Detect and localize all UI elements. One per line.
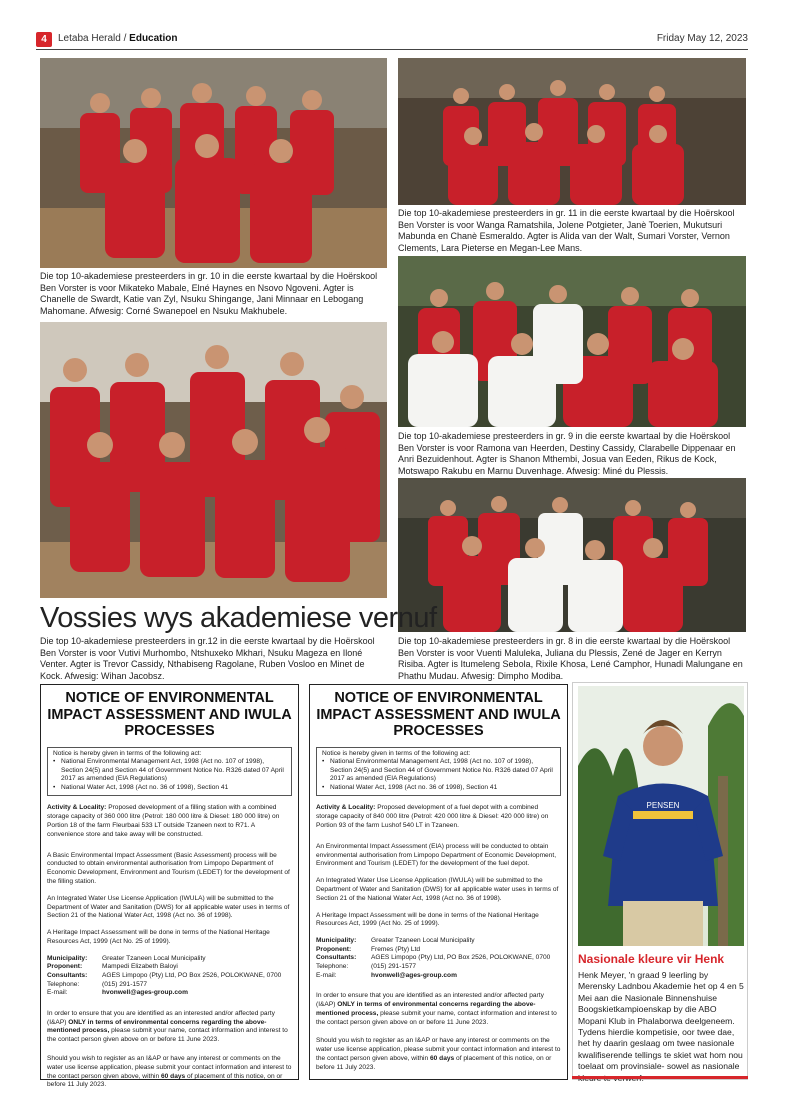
photo-gr12-group bbox=[40, 322, 387, 598]
register-text-pre: Should you wish to register as an I&AP or have any interest or comments on the water use license application, please submit your contact information and interest to the contact person given above, within bbox=[316, 1037, 561, 1062]
proponent-value: Fremes (Pty) Ltd bbox=[371, 945, 421, 953]
photo-gr11-group bbox=[398, 58, 746, 205]
publication-name: Letaba Herald bbox=[58, 33, 121, 44]
notice-act-item: • National Environmental Management Act, 1998 (Act no. 107 of 1998), Section 24(5) and Section 44 of Government Notice No. R326 dated 07 April 2017 as amended (EIA Regulations) bbox=[322, 758, 555, 784]
notice-register bbox=[47, 1055, 292, 1090]
proponent-label: Proponent: bbox=[316, 945, 352, 953]
order-text-pre: In order to ensure that you are identified as an interested and/or affected party (I&AP) bbox=[47, 1009, 275, 1026]
order-text-bold: ONLY in terms of environmental concerns regarding the above-mentioned process, bbox=[316, 1001, 536, 1017]
notice-act-item: • National Water Act, 1998 (Act no. 36 of 1998), Section 41 bbox=[322, 784, 555, 793]
order-text-post: please submit your name, contact information and interest to the contact person given above on or before 11 June 2023. bbox=[316, 1009, 557, 1026]
activity-label: Activity & Locality: bbox=[316, 804, 376, 812]
notice-acts-box bbox=[47, 747, 292, 797]
notice-activity bbox=[316, 804, 561, 830]
telephone-label: Telephone: bbox=[316, 963, 349, 971]
notice-iwula: An Integrated Water Use License Application (IWULA) will be submitted to the Department of Water and Sanitation (DWS) for all applicable water uses in terms of Section 21 of the National Water Act, 1998 (Act no. 36 of 1998). bbox=[47, 894, 290, 920]
issue-date: Friday May 12, 2023 bbox=[656, 33, 748, 44]
notice-heritage: A Heritage Impact Assessment will be done in terms of the National Heritage Resources Act, 1999 (Act No. 25 of 1999). bbox=[316, 911, 539, 928]
notice-acts-box bbox=[316, 747, 561, 797]
caption-gr9: Die top 10-akademiese presteerders in gr. 9 in die eerste kwartaal by die Hoërskool Ben Vorster is voor Ramona van Heerden, Destiny Cassidy, Clarabelle Dippenaar en Anri Bezuidenhout. Agter is Shanon Mthembi, Josua van Eeden, Rikus de Kock, Motswapo Rakubu en Marnu Duvenhage. Afwesig: Miné du Plessis. bbox=[398, 431, 736, 476]
notice-title: NOTICE OF ENVIRONMENTAL IMPACT ASSESSMENT AND IWULA PROCESSES bbox=[47, 690, 292, 739]
municipality-label: Municipality: bbox=[47, 954, 88, 962]
notice-act-item: • National Water Act, 1998 (Act no. 36 of 1998), Section 41 bbox=[53, 784, 286, 793]
municipality-value: Greater Tzaneen Local Municipality bbox=[102, 954, 206, 962]
proponent-value: Mampedi Elizabeth Baloyi bbox=[102, 963, 178, 971]
notice-fuel-depot bbox=[309, 684, 568, 1080]
page-header bbox=[36, 32, 748, 48]
notice-contacts bbox=[47, 955, 281, 998]
sidebar-title: Nasionale kleure vir Henk bbox=[578, 952, 725, 966]
email-link[interactable]: hvonwell@ages-group.com bbox=[102, 989, 188, 997]
shirt-text: PENSEN bbox=[646, 801, 680, 810]
caption-gr10: Die top 10-akademiese presteerders in gr. 10 in die eerste kwartaal by die Hoërskool Ben Vorster is voor Mikateko Mabale, Elné Haynes en Nsovo Ngoveni. Agter is Chanelle de Swardt, Katie van Zyl, Nsuku Shingange, Jani Minnaar en Lebogang Mahomane. Afwesig: Corné Swanepoel en Nsuku Makhubele. bbox=[40, 271, 378, 316]
register-text-bold: 60 days bbox=[161, 1072, 186, 1080]
notice-activity bbox=[47, 804, 292, 839]
caption-gr12: Die top 10-akademiese presteerders in gr.12 in die eerste kwartaal by die Hoërskool Ben Vorster is voor Vutivi Murhombo, Ntshuxeko Mkhari, Nsuku Mageza en Iloné Venter. Agter is Trevor Cassidy, Nthabiseng Ragolane, Ruben Vosloo en Minet de Kock. Afwesig: Wihan Jacobsz. bbox=[40, 636, 375, 681]
order-text-bold: ONLY in terms of environmental concerns regarding the above-mentioned process, bbox=[47, 1018, 267, 1035]
publication-line: Letaba Herald / Education bbox=[58, 33, 178, 44]
page-number: 4 bbox=[36, 32, 52, 47]
caption-gr8: Die top 10-akademiese presteerders in gr. 8 in die eerste kwartaal by die Hoërskool Ben Vorster is voor Vuenti Maluleka, Juliana du Plessis, Zené de Jager en Kerryn Risiba. Agter is Itumeleng Sebola, Rixile Khosa, Lené Camphor, Hunadi Malungane en Phathu Mudau. Afwesig: Dimpho Modiba. bbox=[398, 636, 743, 681]
register-text-bold: 60 days bbox=[430, 1054, 455, 1062]
notice-given-intro: Notice is hereby given in terms of the following act: bbox=[53, 749, 202, 757]
notice-heritage: A Heritage Impact Assessment will be done in terms of the National Heritage Resources Act, 1999 (Act No. 25 of 1999). bbox=[47, 929, 270, 946]
consultants-label: Consultants: bbox=[47, 972, 88, 980]
order-text-pre: In order to ensure that you are identified as an interested and/or affected party (I&AP) bbox=[316, 992, 544, 1008]
header-rule bbox=[36, 49, 748, 50]
section-name: Education bbox=[129, 33, 178, 44]
email-label: E-mail: bbox=[47, 989, 68, 997]
notice-contacts bbox=[316, 937, 550, 980]
notice-act-item: • National Environmental Management Act, 1998 (Act no. 107 of 1998), Section 24(5) and Section 44 of Government Notice No. R326 dated 07 April 2017 as amended (EIA Regulations) bbox=[53, 758, 286, 784]
consultants-value: AGES Limpopo (Pty) Ltd, PO Box 2526, POLOKWANE, 0700 bbox=[371, 954, 551, 962]
notice-filling-station bbox=[40, 684, 299, 1089]
sidebar-accent-bar bbox=[572, 1076, 748, 1079]
article-headline: Vossies wys akademiese vernuf bbox=[40, 602, 437, 634]
telephone-value: (015) 291-1577 bbox=[102, 980, 148, 988]
telephone-label: Telephone: bbox=[47, 980, 80, 988]
caption-gr11: Die top 10-akademiese presteerders in gr. 11 in die eerste kwartaal by die Hoërskool Ben Vorster is voor Wanga Ramatshila, Jolene Potgieter, Janè Toerien, Mukutsuri Mabunda en Chanè Esmeraldo. Agter is Alida van der Walt, Sumari Vorster, Vernon Clements, Lara Pieterse en Megan-Lee Mans. bbox=[398, 208, 735, 253]
activity-label: Activity & Locality: bbox=[47, 804, 107, 812]
notice-order bbox=[316, 992, 561, 1027]
notice-given-intro: Notice is hereby given in terms of the following act: bbox=[322, 749, 471, 757]
activity-text: Proposed development of a filling station with a combined storage capacity of 360 000 litre (Petrol: 180 000 litre & Diesel: 180 000 litre) on Portion 18 of the farm Fleurbaai 533 LT outside Tzaneen next to R71. A convenience store and take away will be constructed. bbox=[47, 804, 280, 838]
consultants-value: AGES Limpopo (Pty) Ltd, PO Box 2526, POLOKWANE, 0700 bbox=[102, 972, 282, 980]
photo-gr8-group bbox=[398, 478, 746, 632]
municipality-value: Greater Tzaneen Local Municipality bbox=[371, 937, 475, 945]
proponent-label: Proponent: bbox=[47, 963, 83, 971]
notice-basic-assessment: An Environmental Impact Assessment (EIA) process will be conducted to obtain environmental authorisation from Limpopo Department of Economic Development, Environment and Tourism (LEDET) for the development of the fuel depot. bbox=[316, 842, 557, 868]
notice-basic-assessment: A Basic Environmental Impact Assessment (Basic Assessment) process will be conducted to obtain environmental authorisation from Limpopo Department of Economic Development, Environment and Tourism (LEDET) for the development of the filling station. bbox=[47, 851, 290, 886]
photo-gr10-group bbox=[40, 58, 387, 268]
notice-register bbox=[316, 1037, 561, 1072]
register-text-post: of placement of this notice, on or before 11 July 2023. bbox=[316, 1054, 552, 1071]
photo-henk-archer bbox=[578, 686, 744, 946]
register-text-pre: Should you wish to register as an I&AP or have any interest or comments on the water use license application, please submit your contact information and interest to the contact person given above, within bbox=[47, 1054, 292, 1080]
activity-text: Proposed development of a fuel depot with a combined storage capacity of 840 000 litre (Petrol: 420 000 litre & Diesel: 420 000 litre) on Portion 93 of the farm Lushof 540 LT in Tzaneen. bbox=[316, 804, 549, 830]
register-text-post: of placement of this notice, on or before 11 July 2023. bbox=[47, 1072, 283, 1089]
telephone-value: (015) 291-1577 bbox=[371, 963, 417, 971]
photo-gr9-group bbox=[398, 256, 746, 427]
municipality-label: Municipality: bbox=[316, 937, 357, 945]
notice-title: NOTICE OF ENVIRONMENTAL IMPACT ASSESSMENT AND IWULA PROCESSES bbox=[316, 690, 561, 739]
email-link[interactable]: hvonwell@ages-group.com bbox=[371, 971, 457, 979]
notice-iwula: An Integrated Water Use License Application (IWULA) will be submitted to the Department of Water and Sanitation (DWS) for all applicable water uses in terms of Section 21 of the National Water Act, 1998 (Act no. 36 of 1998). bbox=[316, 877, 559, 902]
consultants-label: Consultants: bbox=[316, 954, 357, 962]
email-label: E-mail: bbox=[316, 971, 337, 979]
sidebar-body: Henk Meyer, 'n graad 9 leerling by Merensky Ladnbou Akademie het op 4 en 5 Mei aan die Nasionale Binnenshuise Boogskietkampioenskap by die ABO Mopani Klub in Phalaborwa deelgeneem. Tydens hierdie kompetisie, oor twee dae, het hy daarin geslaag om twee nasionale kwalifiserende tellings te skiet wat hom nou toelaat om provinsiale- sowel as nasionale bbox=[578, 970, 744, 1072]
notice-order bbox=[47, 1010, 292, 1045]
order-text-post: please submit your name, contact information and interest to the contact person given above on or before 11 June 2023. bbox=[47, 1027, 288, 1044]
